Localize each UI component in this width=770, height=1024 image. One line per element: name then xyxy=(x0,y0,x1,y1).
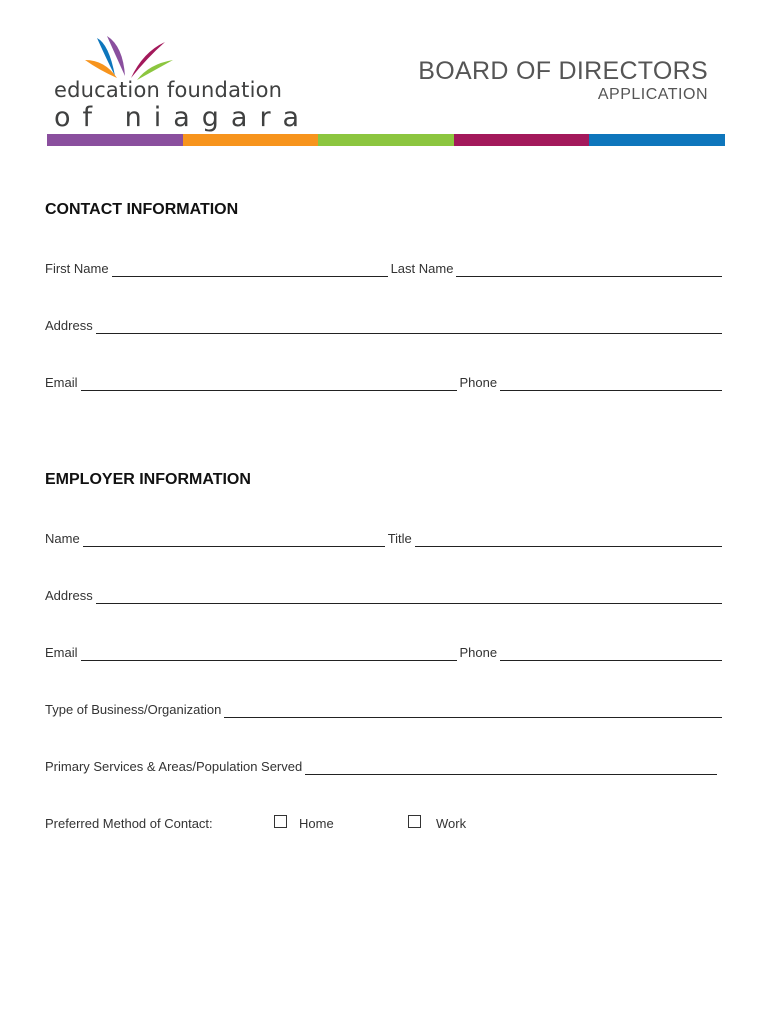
last-name-label: Last Name xyxy=(390,261,454,276)
contact-email-field[interactable] xyxy=(81,375,457,391)
primary-services-row xyxy=(45,759,717,775)
logo-text-line2: of niagara xyxy=(54,102,312,133)
color-bar xyxy=(47,134,725,146)
business-type-field[interactable] xyxy=(224,702,722,718)
contact-address-field[interactable] xyxy=(96,318,722,334)
page-subtitle: APPLICATION xyxy=(597,86,708,103)
employer-section-heading: EMPLOYER INFORMATION xyxy=(45,471,251,488)
first-name-field[interactable] xyxy=(112,261,388,277)
color-bar-segment xyxy=(318,134,454,146)
contact-address-row xyxy=(45,318,722,334)
contact-phone-field[interactable] xyxy=(500,375,722,391)
logo-text-line1: education foundation xyxy=(54,78,283,102)
organization-logo xyxy=(50,30,312,133)
last-name-field[interactable] xyxy=(456,261,722,277)
work-checkbox[interactable] xyxy=(408,815,421,828)
employer-address-label: Address xyxy=(45,588,93,603)
contact-email-label: Email xyxy=(45,375,78,390)
color-bar-segment xyxy=(47,134,183,146)
employer-name-row xyxy=(45,531,722,547)
home-checkbox-label: Home xyxy=(299,816,334,831)
employer-title-field[interactable] xyxy=(415,531,722,547)
preferred-contact-label: Preferred Method of Contact: xyxy=(45,816,213,831)
contact-section-heading: CONTACT INFORMATION xyxy=(45,201,239,218)
page-title: BOARD OF DIRECTORS xyxy=(418,57,708,85)
primary-services-label: Primary Services & Areas/Population Served xyxy=(45,759,303,774)
employer-name-label: Name xyxy=(45,531,80,546)
employer-email-field[interactable] xyxy=(81,645,457,661)
contact-address-label: Address xyxy=(45,318,93,333)
employer-phone-field[interactable] xyxy=(500,645,722,661)
employer-title-label: Title xyxy=(387,531,412,546)
color-bar-segment xyxy=(454,134,590,146)
employer-phone-label: Phone xyxy=(459,645,498,660)
employer-email-row xyxy=(45,645,722,661)
primary-services-field[interactable] xyxy=(305,759,717,775)
contact-email-row xyxy=(45,375,722,391)
employer-address-field[interactable] xyxy=(96,588,722,604)
contact-phone-label: Phone xyxy=(459,375,498,390)
employer-name-field[interactable] xyxy=(83,531,385,547)
employer-email-label: Email xyxy=(45,645,78,660)
employer-address-row xyxy=(45,588,722,604)
color-bar-segment xyxy=(589,134,725,146)
first-name-label: First Name xyxy=(45,261,109,276)
color-bar-segment xyxy=(183,134,319,146)
business-type-label: Type of Business/Organization xyxy=(45,702,222,717)
work-checkbox-label: Work xyxy=(436,816,467,831)
logo-fan-icon xyxy=(85,30,195,82)
contact-name-row xyxy=(45,261,722,277)
home-checkbox[interactable] xyxy=(274,815,287,828)
business-type-row xyxy=(45,702,722,718)
